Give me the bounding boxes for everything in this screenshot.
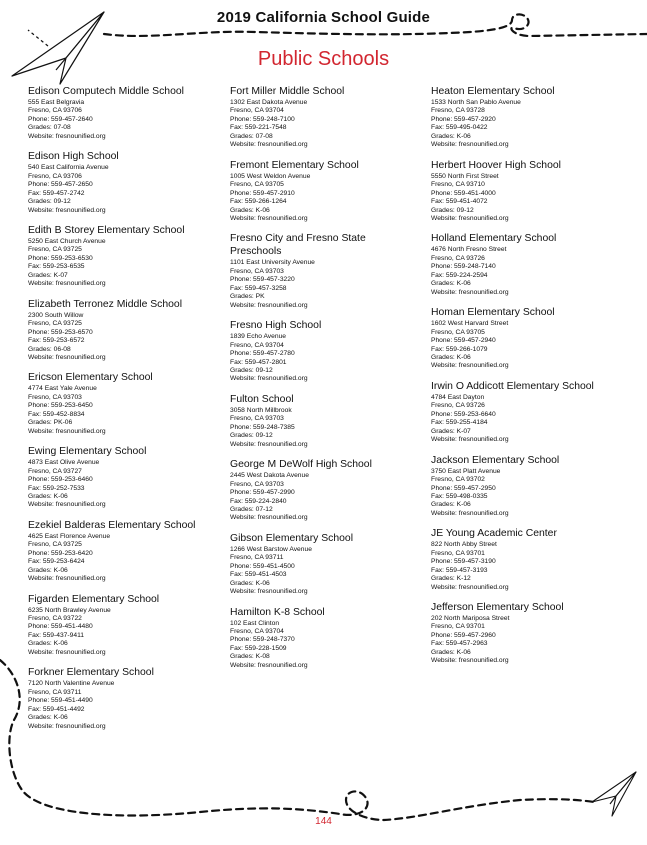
school-city: Fresno, CA 93706 [28,107,82,115]
school-grades: Grades: K-06 [28,566,68,574]
school-website: Website: fresnounified.org [431,509,509,517]
school-phone: Phone: 559-253-6450 [28,402,93,410]
school-entry [230,320,430,384]
school-address: 555 East Belgravia [28,99,85,106]
school-city: Fresno, CA 93725 [28,541,82,549]
school-website: Website: fresnounified.org [431,141,509,149]
school-grades: Grades: K-06 [431,648,471,656]
school-fax: Fax: 559-253-6424 [28,558,85,566]
school-grades: Grades: K-06 [230,206,270,214]
school-address: 540 East California Avenue [28,164,109,172]
school-grades: Grades: 09-12 [230,366,273,374]
school-fax: Fax: 559-255-4184 [431,419,488,427]
school-grades: Grades: K-07 [28,271,68,279]
school-name: Fremont Elementary School [230,159,359,171]
school-website: Website: fresnounified.org [28,132,106,140]
school-name: Holland Elementary School [431,233,557,245]
section-title: Public Schools [257,48,390,70]
school-name: Edith B Storey Elementary School [28,224,185,236]
school-grades: Grades: K-08 [230,653,270,661]
school-entry [431,160,631,224]
school-fax: Fax: 559-495-0422 [431,124,488,132]
school-address: 1533 North San Pablo Avenue [431,99,521,106]
school-fax: Fax: 559-266-1079 [431,345,488,353]
school-entry [431,233,631,297]
school-address: 1839 Echo Avenue [230,333,287,341]
school-phone: Phone: 559-248-7140 [431,263,496,271]
school-entry [431,381,631,445]
school-city: Fresno, CA 93701 [431,549,485,557]
school-fax: Fax: 559-457-2963 [431,640,488,648]
school-phone: Phone: 559-457-2650 [28,181,93,189]
school-grades: Grades: 09-12 [28,198,71,206]
school-entry [431,86,631,150]
school-website: Website: fresnounified.org [431,436,509,444]
school-fax: Fax: 559-437-9411 [28,631,85,639]
school-website: Website: fresnounified.org [431,583,509,591]
school-entry [431,602,631,666]
school-grades: Grades: 09-12 [230,432,273,440]
school-address: 3058 North Millbrook [230,406,292,414]
school-fax: Fax: 559-498-0335 [431,492,488,500]
school-grades: Grades: K-06 [230,579,270,587]
school-name: Irwin O Addicott Elementary School [431,380,594,392]
school-phone: Phone: 559-457-3190 [431,558,496,566]
school-fax: Fax: 559-221-7548 [230,124,287,132]
school-address: 3750 East Platt Avenue [431,467,501,475]
school-grades: Grades: 09-12 [431,206,474,214]
school-entry [28,372,228,436]
school-city: Fresno, CA 93701 [431,623,485,631]
school-address: 1005 West Weldon Avenue [230,172,311,180]
school-address: 1602 West Harvard Street [431,320,509,328]
school-fax: Fax: 559-451-4492 [28,705,85,713]
school-city: Fresno, CA 93703 [230,480,284,488]
school-name: Gibson Elementary School [230,532,354,544]
school-website: Website: fresnounified.org [230,661,308,669]
school-grades: Grades: 07-08 [28,124,71,132]
school-city: Fresno, CA 93702 [431,476,485,484]
school-entry [230,459,430,523]
school-phone: Phone: 559-253-6640 [431,410,496,418]
school-phone: Phone: 559-457-2920 [431,115,496,123]
school-entry [230,607,430,671]
school-website: Website: fresnounified.org [28,427,106,435]
school-phone: Phone: 559-451-4500 [230,562,295,570]
school-grades: Grades: K-06 [431,501,471,509]
school-website: Website: fresnounified.org [230,301,308,309]
school-name: Jackson Elementary School [431,454,560,466]
school-phone: Phone: 559-457-2990 [230,489,295,497]
school-fax: Fax: 559-457-3258 [230,284,287,292]
school-entry [230,533,430,597]
school-fax: Fax: 559-224-2594 [431,271,488,279]
school-city: Fresno, CA 93711 [230,554,284,562]
school-name: Elizabeth Terronez Middle School [28,298,183,310]
school-city: Fresno, CA 93705 [431,328,485,336]
school-entry [230,86,430,150]
school-column-3 [431,86,631,676]
school-fax: Fax: 559-457-2742 [28,189,85,197]
school-entry [230,233,430,310]
school-address: 5250 East Church Avenue [28,237,106,245]
school-entry [28,225,228,289]
school-name: Edison Computech Middle School [28,86,184,97]
school-entry [230,160,430,224]
school-entry [431,307,631,371]
school-entry [28,86,228,141]
page-number: 144 [315,816,332,827]
school-fax: Fax: 559-252-7533 [28,484,85,492]
school-name: Hamilton K-8 School [230,606,325,618]
school-city: Fresno, CA 93703 [230,415,284,423]
school-phone: Phone: 559-457-2780 [230,350,295,358]
school-city: Fresno, CA 93725 [28,246,82,254]
school-grades: Grades: PK-06 [28,419,73,427]
school-entry [28,299,228,363]
school-phone: Phone: 559-253-6530 [28,254,93,262]
school-website: Website: fresnounified.org [28,575,106,583]
school-phone: Phone: 559-253-6420 [28,549,93,557]
school-grades: Grades: 07-08 [230,132,273,140]
school-website: Website: fresnounified.org [28,353,106,361]
school-city: Fresno, CA 93722 [28,615,82,623]
school-website: Website: fresnounified.org [431,657,509,665]
school-address: 7120 North Valentine Avenue [28,680,115,688]
school-grades: Grades: K-06 [28,714,68,722]
school-name: George M DeWolf High School [230,459,372,471]
school-name: Jefferson Elementary School [431,602,564,614]
school-phone: Phone: 559-248-7100 [230,115,295,123]
school-entry [28,446,228,510]
school-phone: Phone: 559-457-2910 [230,189,295,197]
school-website: Website: fresnounified.org [28,501,106,509]
school-name: Herbert Hoover High School [431,159,561,171]
school-website: Website: fresnounified.org [230,141,308,149]
school-city: Fresno, CA 93725 [28,320,82,328]
school-website: Website: fresnounified.org [230,214,308,222]
school-city: Fresno, CA 93726 [431,254,485,262]
school-city: Fresno, CA 93726 [431,402,485,410]
school-entry [28,594,228,658]
school-phone: Phone: 559-253-6570 [28,328,93,336]
school-city: Fresno, CA 93711 [28,688,82,696]
school-address: 1302 East Dakota Avenue [230,99,308,106]
school-name: Figarden Elementary School [28,593,160,605]
school-name: Homan Elementary School [431,307,555,319]
school-name: Fresno City and Fresno State [230,233,366,245]
school-grades: Grades: 07-12 [230,505,273,513]
school-address: 4676 North Fresno Street [431,246,507,254]
school-grades: Grades: K-06 [431,280,471,288]
school-address: 102 East Clinton [230,619,280,627]
school-website: Website: fresnounified.org [230,440,308,448]
school-fax: Fax: 559-228-1509 [230,644,287,652]
school-website: Website: fresnounified.org [230,375,308,383]
school-grades: Grades: K-06 [28,640,68,648]
school-website: Website: fresnounified.org [230,514,308,522]
school-address: 4873 East Olive Avenue [28,459,100,467]
school-name: Fulton School [230,393,294,405]
school-fax: Fax: 559-253-6572 [28,337,85,345]
school-name: Fresno High School [230,320,322,332]
school-entry [230,394,430,449]
school-website: Website: fresnounified.org [431,288,509,296]
school-website: Website: fresnounified.org [28,722,106,730]
school-name: Fort Miller Middle School [230,86,345,97]
school-phone: Phone: 559-457-2640 [28,115,93,123]
school-name: Forkner Elementary School [28,667,154,679]
school-name: Ezekiel Balderas Elementary School [28,519,196,531]
school-phone: Phone: 559-457-2960 [431,631,496,639]
school-address: 1101 East University Avenue [230,259,315,267]
school-entry [28,667,228,731]
school-address: 4784 East Dayton [431,393,485,401]
school-website: Website: fresnounified.org [28,280,106,288]
school-grades: Grades: 06-08 [28,345,71,353]
school-city: Fresno, CA 93728 [431,107,485,115]
school-website: Website: fresnounified.org [28,648,106,656]
school-name: Heaton Elementary School [431,86,555,97]
school-city: Fresno, CA 93704 [230,107,284,115]
school-name: Preschools [230,246,282,258]
school-grades: Grades: K-06 [431,353,471,361]
school-address: 2300 South Willow [28,311,84,319]
school-fax: Fax: 559-253-6535 [28,263,85,271]
school-fax: Fax: 559-451-4072 [431,198,488,206]
school-city: Fresno, CA 93703 [230,267,284,275]
school-phone: Phone: 559-457-3220 [230,276,295,284]
school-name: Ewing Elementary School [28,446,147,458]
school-fax: Fax: 559-452-8834 [28,410,85,418]
school-phone: Phone: 559-253-6460 [28,476,93,484]
school-column-1 [28,86,228,741]
school-phone: Phone: 559-451-4480 [28,623,93,631]
school-website: Website: fresnounified.org [28,206,106,214]
paper-airplane-icon [592,772,636,816]
school-address: 1266 West Barstow Avenue [230,545,312,553]
school-grades: Grades: K-07 [431,427,471,435]
school-grades: Grades: K-06 [431,132,471,140]
school-website: Website: fresnounified.org [230,588,308,596]
school-address: 2445 West Dakota Avenue [230,472,309,480]
school-address: 4625 East Florence Avenue [28,532,111,540]
school-city: Fresno, CA 93727 [28,467,82,475]
school-phone: Phone: 559-451-4490 [28,697,93,705]
school-city: Fresno, CA 93710 [431,181,485,189]
school-website: Website: fresnounified.org [431,214,509,222]
school-phone: Phone: 559-457-2950 [431,484,496,492]
school-website: Website: fresnounified.org [431,362,509,370]
school-entry [28,151,228,215]
school-phone: Phone: 559-248-7370 [230,636,295,644]
school-grades: Grades: K-06 [28,492,68,500]
school-address: 5550 North First Street [431,172,499,180]
school-city: Fresno, CA 93703 [28,393,82,401]
school-name: JE Young Academic Center [431,528,557,540]
school-fax: Fax: 559-266-1264 [230,198,287,206]
school-fax: Fax: 559-457-3193 [431,566,488,574]
school-name: Ericson Elementary School [28,372,153,384]
school-fax: Fax: 559-457-2801 [230,358,287,366]
school-entry [431,528,631,592]
guide-title: 2019 California School Guide [216,9,431,26]
school-name: Edison High School [28,151,119,163]
school-city: Fresno, CA 93704 [230,628,284,636]
school-address: 202 North Mariposa Street [431,615,510,623]
school-fax: Fax: 559-224-2840 [230,497,287,505]
school-address: 4774 East Yale Avenue [28,385,97,393]
school-phone: Phone: 559-248-7385 [230,423,295,431]
school-grades: Grades: K-12 [431,575,471,583]
school-city: Fresno, CA 93706 [28,172,82,180]
school-address: 822 North Abby Street [431,541,497,549]
school-column-2 [230,86,430,680]
school-city: Fresno, CA 93705 [230,181,284,189]
school-city: Fresno, CA 93704 [230,341,284,349]
school-grades: Grades: PK [230,293,265,301]
school-entry [28,520,228,584]
school-entry [431,455,631,519]
school-phone: Phone: 559-457-2940 [431,337,496,345]
school-phone: Phone: 559-451-4000 [431,189,496,197]
school-fax: Fax: 559-451-4503 [230,571,287,579]
school-address: 6235 North Brawley Avenue [28,606,111,614]
